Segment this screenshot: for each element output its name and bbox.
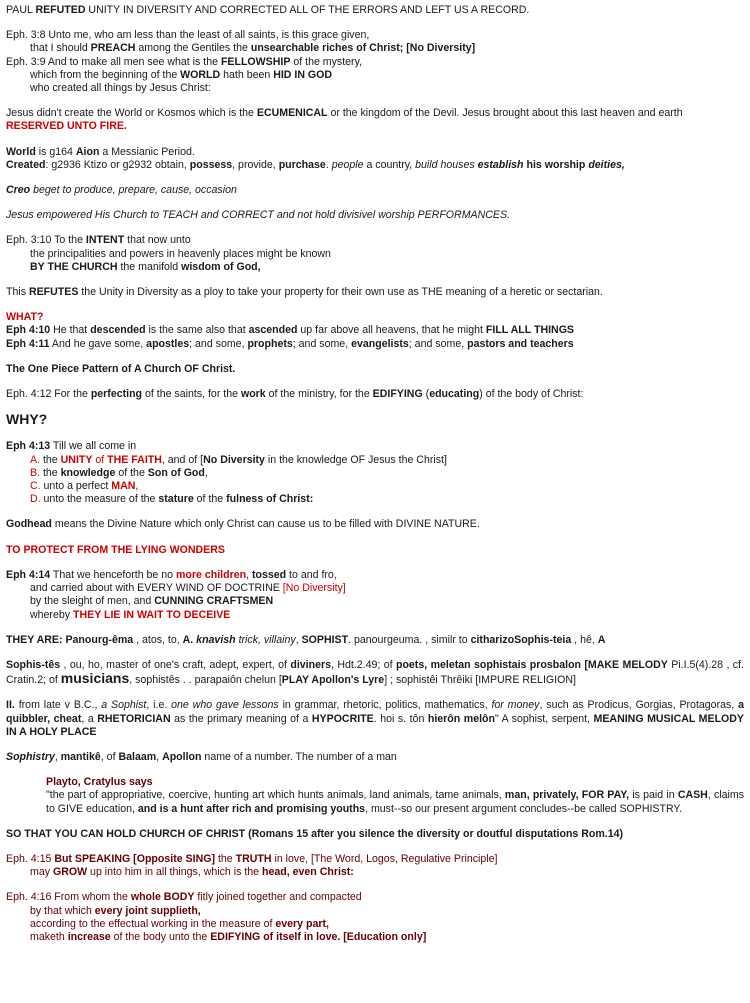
verse-line [6,56,744,69]
text-run: name of a number. The number of a man [201,750,397,763]
text-run: of the ministry, for the [265,388,373,401]
verse-line [6,82,744,95]
text-run: The One Piece Pattern of A Church OF Christ. [6,362,236,375]
text-run: PREACH [90,42,136,55]
text-run: build houses [415,158,475,171]
text-run: II. [6,699,15,712]
text-run: ascended [248,324,298,337]
text-run: hierôn melôn [427,712,495,725]
text-run: ; and some, [408,337,468,350]
text-run: the principalities and powers in heavenly places might be known [30,247,331,260]
list-item [6,480,744,493]
definition-line [6,159,744,172]
text-run: , [156,750,163,763]
text-run: , and of [ [161,453,204,466]
list-item [6,493,744,506]
text-run: "the part of appropriative, coercive, hunting art which hunts animals, land animals, tame animals, [46,789,505,802]
text-run: SO THAT YOU CAN HOLD CHURCH OF CHRIST (Romans 15 after you silence the diversity or doutful disputations Rom.14) [6,827,624,840]
text-line [6,120,744,133]
text-run: THE FAITH [107,453,162,466]
text-run: Eph. 3:8 Unto me, who am less than the least of all saints, is this grace given, [6,29,370,42]
text-run: Eph 4:13 [6,440,51,453]
text-run: every part, [275,917,329,930]
text-run: Till we all come in [50,440,137,453]
text-run: , [295,633,302,646]
text-run: , a [81,712,98,725]
text-run: He that [50,324,91,337]
text-run: of the [115,466,148,479]
text-run: of the body unto the [110,930,211,943]
text-run: GROW [52,866,88,879]
text-run: ; and some, [292,337,352,350]
text-run: head, even Christ: [262,866,354,879]
text-run: HID IN GOD [273,68,333,81]
text-run: his worship [526,158,586,171]
text-run: THEY LIE IN WAIT TO DECEIVE [73,608,231,621]
text-run: " A sophist, serpent, [494,712,594,725]
text-run: UNITY IN DIVERSITY AND CORRECTED ALL OF THE ERRORS AND LEFT US A RECORD. [85,4,530,16]
eph-4-15-passage [6,853,744,879]
text-run: Sophistry [6,750,55,763]
verse-line [6,234,744,247]
text-run: Playto, Cratylus says [46,776,153,789]
refutes-paragraph [6,286,744,299]
document [6,4,744,944]
text-run: wisdom of God, [181,260,261,273]
text-run: in love, [The Word, Logos, Regulative Principle] [271,852,498,865]
verse-line [6,569,744,582]
text-run: No Diversity [203,453,265,466]
text-run: beget to produce, prepare, cause, occasion [30,184,237,197]
text-run: INTENT [85,234,125,247]
text-run: who created all things by Jesus Christ: [30,82,211,95]
text-run: one who gave lessons [171,699,279,712]
text-run: work [240,388,266,401]
text-run: WHY? [6,411,48,428]
text-run: B. [30,466,41,479]
text-run: a quibbler, cheat [6,699,744,725]
text-run: up far above all heavens, that he might [297,324,486,337]
text-run: ECUMENICAL [256,107,328,120]
text-run: meletan sophistais prosbalon [MAKE MELODY [430,658,668,671]
verse-line [6,609,744,622]
text-run: Apollon [162,750,202,763]
text-run: for money [491,699,540,712]
text-run: the [40,466,61,479]
text-run: by the sleight of men, and [30,595,155,608]
text-run: hath been [220,68,274,81]
text-run: ] ; sophistêi Thrêiki [IMPURE RELIGION] [384,674,576,687]
text-run: Eph. 3:10 To the [6,234,86,247]
text-run: RHETORICIAN [97,712,171,725]
text-run: citharizoSophis-teia [470,633,572,646]
text-run: A [597,633,606,646]
text-run: to and fro, [286,568,337,581]
text-run: a Messianic Period. [99,145,195,158]
text-run: MEANING MUSICAL MELODY IN A HOLY PLACE [6,712,744,738]
text-run: PLAY Apollon's Lyre [281,674,385,687]
text-run: Aion [75,145,100,158]
text-run: Eph 4:14 [6,568,51,581]
text-run: whereby [30,608,73,621]
text-run: increase [67,930,111,943]
text-run: of the saints, for the [142,388,241,401]
text-run: UNITY [60,453,93,466]
text-run: CASH [677,789,708,802]
text-run: THEY ARE: [6,633,66,646]
church-note [6,209,744,222]
text-run: more children [176,568,247,581]
text-run: of the [193,493,227,506]
section-heading [6,311,744,324]
text-run: man, privately, FOR PAY, [504,789,630,802]
text-run: , atos, to, [133,633,183,646]
text-run: unsearchable riches of Christ; [No Diversity] [250,42,476,55]
text-run: according to the effectual working in the measure of [30,917,276,930]
text-run: musicians [60,670,130,687]
text-run: But SPEAKING [Opposite SING] [54,852,215,865]
text-run: SOPHIST [301,633,349,646]
text-run: the [40,453,61,466]
verse-line [6,595,744,608]
text-run: whole BODY [130,891,195,904]
verse-line [6,324,744,337]
text-run: unto the measure of the [40,493,159,506]
text-run: , hê, [571,633,598,646]
text-run: apostles [146,337,190,350]
why-heading [6,413,744,428]
verse-line [6,905,744,918]
sophist-definition-paragraph [6,699,744,739]
text-run: ( [422,388,430,401]
text-run: REFUTES [28,286,79,299]
text-run: up into him in all things, which is the [87,866,262,879]
text-run: poets, [395,658,428,671]
text-run: which from the beginning of the [30,68,181,81]
text-run: . hoi s. tôn [373,712,428,725]
text-run: , i.e. [146,699,172,712]
eph-4-13-passage [6,440,744,506]
text-run: may [30,866,53,879]
creo-definition [6,184,744,197]
text-run: World [6,145,36,158]
text-run: and carried about with EVERY WIND OF DOCTRINE [30,582,283,595]
text-run: that I should [30,42,91,55]
text-run: Eph 4:11 [6,337,50,350]
definitions [6,146,744,172]
text-run: from late v B.C., [14,699,102,712]
text-run: Panourg-êma [65,633,134,646]
text-run: fitly joined together and compacted [194,891,362,904]
text-run: , must--so our present argument concludes--be called SOPHISTRY. [365,802,683,815]
text-run: , Hdt.2.49; of [331,658,396,671]
text-run: Godhead [6,518,52,531]
quote-text [46,789,744,815]
verse-line [6,69,744,82]
text-run: the manifold [117,260,182,273]
eph-3-10-passage [6,234,744,274]
verse-line [6,866,744,879]
text-run: every joint supplieth, [94,904,201,917]
sophistry-paragraph [6,751,744,764]
text-run: And he gave some, [49,337,147,350]
text-run: , of [100,750,119,763]
text-run: deities, [588,158,625,171]
text-run: C. [30,480,41,493]
text-run: RESERVED UNTO FIRE. [6,120,127,133]
text-run: educating [429,388,480,401]
verse-line [6,918,744,931]
text-run: Jesus empowered His Church to TEACH and CORRECT and not hold divisivel worship PERFORMANCES. [6,209,510,222]
eph-4-12-verse [6,388,744,401]
ecumenical-paragraph [6,107,744,133]
text-run: That we henceforth be no [50,568,176,581]
text-run: , sophistês . . parapaiôn chelun [ [129,674,282,687]
text-run: in grammar, rhetoric, politics, mathematics, [278,699,492,712]
text-run: descended [90,324,146,337]
text-run: of [92,453,108,466]
text-run: . [325,158,332,171]
eph-3-8-9-passage [6,29,744,95]
text-run: FILL ALL THINGS [485,324,575,337]
text-run: ; and some, [189,337,248,350]
text-run: , provide, [232,158,279,171]
text-run: prophets [247,337,293,350]
text-run: . panourgeuma. , similr to [348,633,471,646]
hold-church-heading [6,828,744,841]
text-run: stature [158,493,194,506]
text-run: people [331,158,364,171]
sophistes-paragraph [6,659,744,687]
text-run: REFUTED [35,4,86,16]
text-run: a country, [363,158,416,171]
text-run: as the primary meaning of a [170,712,312,725]
verse-line [6,42,744,55]
verse-line [6,29,744,42]
text-run: tossed [251,568,287,581]
eph-4-14-passage [6,569,744,622]
list-item [6,454,744,467]
verse-line [6,338,744,351]
text-run: establish [477,158,524,171]
verse-line [6,440,744,453]
text-run: Jesus didn't create the World or Kosmos which is the [6,107,257,120]
text-run: trick, villainy [238,633,296,646]
text-run: EDIFYING of itself in love. [Education only] [210,930,427,943]
pattern-heading [6,363,744,376]
text-run: the [215,852,236,865]
text-run: of the mystery, [290,55,363,68]
text-run: mantikê [60,750,101,763]
text-run: a Sophist [101,699,147,712]
text-run: Creo [6,184,31,197]
text-run: by that which [30,904,95,917]
text-run: , [54,750,61,763]
text-run: , ou, ho, master of one's craft, adept, expert, of [60,658,291,671]
definition-line [6,146,744,159]
verse-line [6,248,744,261]
text-run: Sophis-tês [6,658,61,671]
text-run: in the knowledge OF Jesus the Christ] [264,453,447,466]
text-run: maketh [30,930,68,943]
intro-heading [6,4,744,17]
text-run: among the Gentiles the [135,42,251,55]
godhead-paragraph [6,518,744,531]
text-run: [No Diversity] [282,582,346,595]
text-run: that now unto [124,234,191,247]
text-line [6,107,744,120]
text-run: is paid in [629,789,678,802]
text-run: A. [182,633,194,646]
text-run: diviners [290,658,331,671]
text-run: Eph. 3:9 And to make all men see what is the [6,55,221,68]
text-run: knowledge [60,466,116,479]
text-run: and is a hunt after rich and promising youths [137,802,366,815]
text-run: or the kingdom of the Devil. Jesus brought about this last heaven and earth [327,107,683,120]
text-run: Balaam [118,750,157,763]
text-run: , [135,480,139,493]
quote-heading [46,776,744,789]
text-run: BY THE CHURCH [30,260,118,273]
text-run: D. [30,493,41,506]
text-run: fulness of Christ: [226,493,314,506]
text-run: PAUL [6,4,36,16]
text-run: This [6,286,29,299]
text-run: WORLD [180,68,221,81]
verse-line [6,891,744,904]
text-run: FELLOWSHIP [220,55,291,68]
text-run: is g164 [35,145,76,158]
text-run: A. [30,453,41,466]
verse-line [6,582,744,595]
text-run: Eph. 4:16 From whom the [6,891,131,904]
text-run: ) of the body of Christ: [479,388,584,401]
text-run: perfecting [90,388,143,401]
text-run: HYPOCRITE [311,712,374,725]
eph-4-16-passage [6,891,744,944]
text-run: Eph 4:10 [6,324,51,337]
plato-quote [6,776,744,816]
text-run: unto a perfect [40,480,112,493]
text-run: possess [189,158,233,171]
list-item [6,467,744,480]
text-run: Pi.I.5(4).28 , cf. Cratin.2; of [6,658,744,687]
what-section [6,311,744,351]
text-run: EDIFYING [372,388,423,401]
text-run: , [246,568,252,581]
protect-heading [6,544,744,557]
text-run: TO PROTECT FROM THE LYING WONDERS [6,543,225,556]
text-run: is the same also that [145,324,249,337]
text-run: Eph. 4:12 For the [6,388,91,401]
text-run: MAN [111,480,136,493]
text-run: pastors and teachers [467,337,574,350]
text-run: WHAT? [6,311,44,324]
text-run: : g2936 Ktizo or g2932 obtain, [45,158,190,171]
text-run: , such as Prodicus, Gorgias, Protagoras, [539,699,739,712]
text-run: evangelists [351,337,409,350]
text-run: , claims to GIVE education, [46,789,744,815]
text-run: means the Divine Nature which only Christ can cause us to be filled with DIVINE NATURE. [51,518,480,531]
they-are-paragraph [6,634,744,647]
text-run: , [204,466,208,479]
text-run: Created [6,158,46,171]
verse-line [6,853,744,866]
text-run: TRUTH [235,852,272,865]
verse-line [6,261,744,274]
text-run: purchase [278,158,326,171]
verse-line [6,931,744,944]
text-run: the Unity in Diversity as a ploy to take your property for their own use as THE meaning of a heretic or sectarian. [78,286,603,299]
text-run: knavish [196,633,236,646]
text-run: Eph. 4:15 [6,852,55,865]
text-run: Son of God [147,466,205,479]
text-run: CUNNING CRAFTSMEN [154,595,274,608]
